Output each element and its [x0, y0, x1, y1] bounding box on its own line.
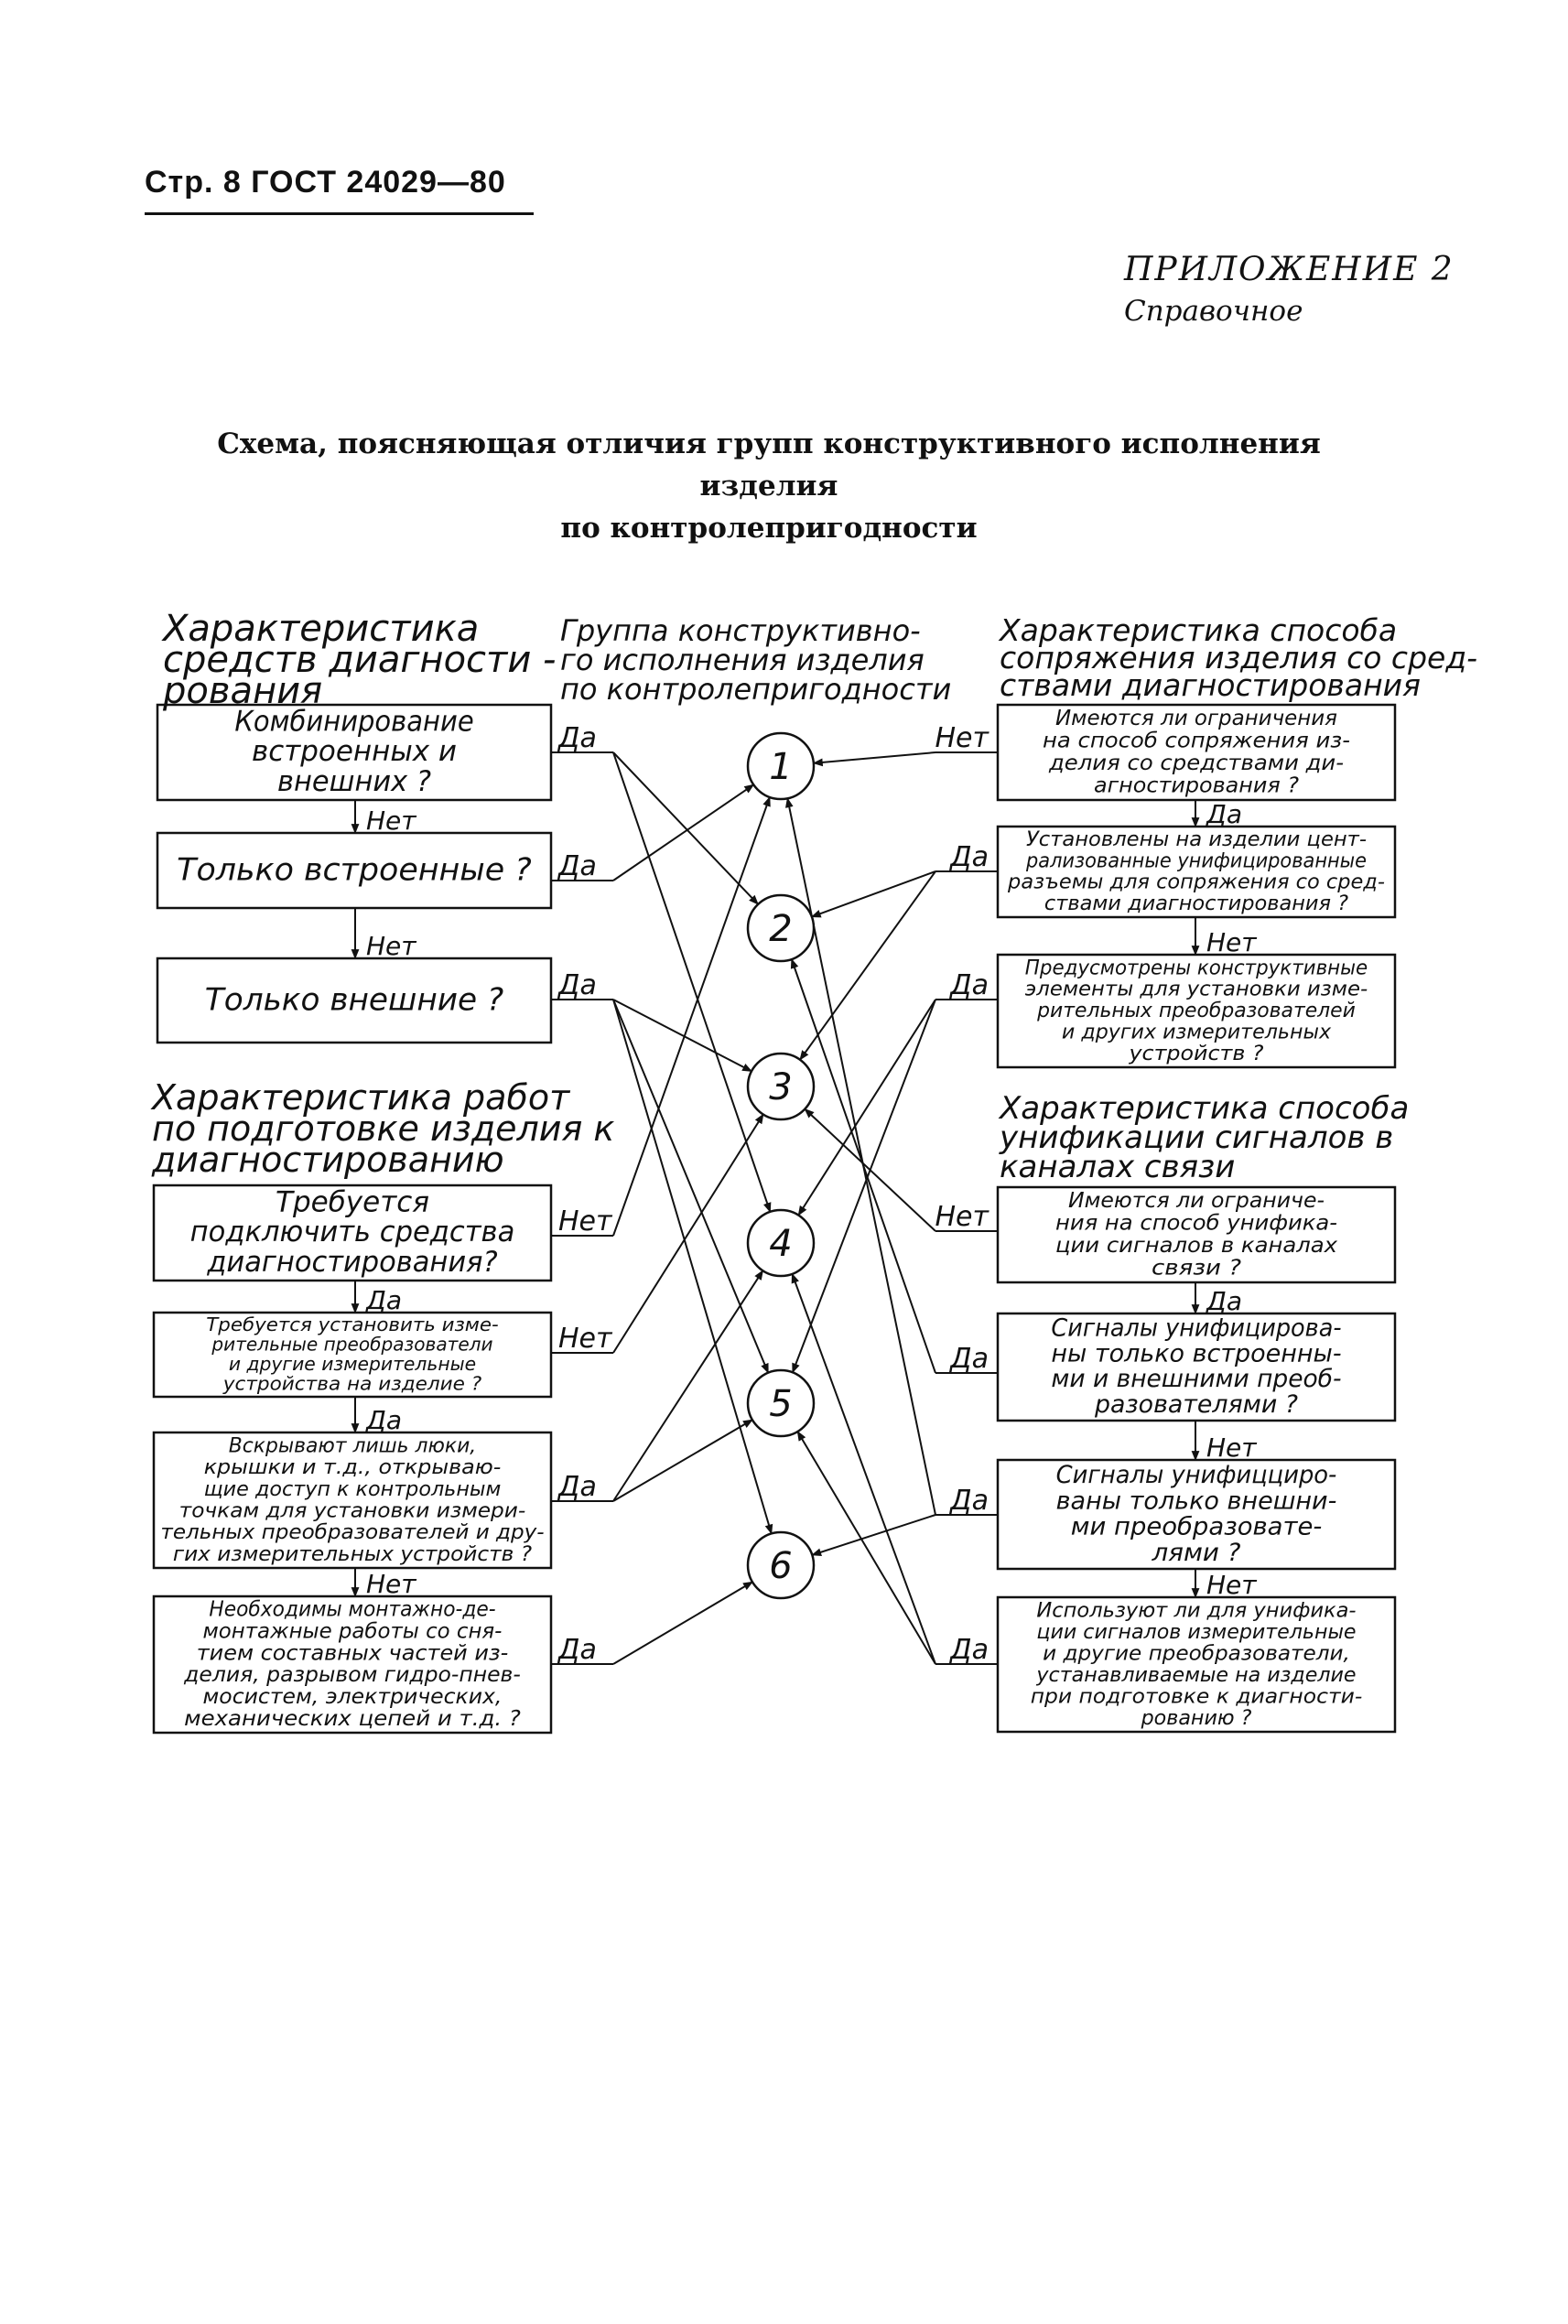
appendix-label: ПРИЛОЖЕНИЕ 2	[1124, 251, 1454, 288]
right-a-link-2-label: Нет	[1206, 927, 1257, 957]
left-top-heading: рования	[163, 670, 323, 712]
appendix-type: Справочное	[1124, 295, 1303, 328]
right-a-box-2-line: рализованные унифицированные	[1025, 849, 1367, 873]
right-b-box-4-line: рованию ?	[1140, 1705, 1252, 1730]
left-mid-heading: диагностированию	[152, 1140, 504, 1180]
right-a-box-3-line: и других измерительных	[1061, 1020, 1332, 1044]
left-a-box-2-line: Только встроенные ?	[177, 851, 532, 889]
right-a-box-2-line: ствами диагностирования ?	[1044, 891, 1349, 915]
left-a-box-1-line: внешних ?	[277, 764, 431, 798]
right-a-out-2-label: Да	[950, 841, 989, 873]
left-b-box-1-line: Требуется	[276, 1185, 429, 1219]
left-b-box-3-line: Вскрывают лишь люки,	[228, 1433, 477, 1458]
right-top-heading: Характеристика способа	[1000, 612, 1398, 648]
left-b-box-1-line: подключить средства	[189, 1216, 515, 1249]
right-a-box-1-line: делия со средствами ди-	[1047, 750, 1344, 776]
right-b-box-3-line: Сигналы унифицциро-	[1055, 1461, 1337, 1490]
left-b-out-3-label: Да	[558, 1471, 597, 1503]
right-a-box-1-line: Имеются ли ограничения	[1055, 705, 1337, 731]
right-mid-heading: каналах связи	[1000, 1149, 1236, 1185]
right-b-box-1-line: связи ?	[1152, 1254, 1241, 1281]
right-b-box-3-line: ваны только внешни-	[1055, 1486, 1337, 1516]
right-b-out-2-label: Да	[950, 1343, 989, 1375]
right-a-out-2-to-group-2	[812, 871, 935, 917]
right-mid-heading: унификации сигналов в	[1000, 1119, 1394, 1156]
left-b-link-3-label: Нет	[366, 1569, 416, 1599]
group-number-1: 1	[769, 746, 793, 788]
group-number-5: 5	[769, 1383, 793, 1425]
right-b-box-2-line: ны только встроенны-	[1051, 1339, 1342, 1368]
right-a-out-1-label: Нет	[935, 722, 989, 754]
center-heading: Группа конструктивно-	[560, 613, 921, 648]
right-a-out-3-label: Да	[950, 969, 989, 1001]
left-b-box-2-line: рительные преобразователи	[211, 1333, 493, 1356]
right-b-out-4-to-group-5	[797, 1432, 935, 1664]
left-a-out-2-label: Да	[558, 850, 597, 882]
right-b-box-2-line: разователями ?	[1093, 1389, 1298, 1419]
left-b-box-4-line: тием составных частей из-	[196, 1641, 509, 1666]
right-b-box-1-line: ции сигналов в каналах	[1055, 1232, 1338, 1259]
left-b-box-4-line: мосистем, электрических,	[202, 1684, 503, 1709]
left-mid-heading: по подготовке изделия к	[152, 1108, 615, 1149]
left-b-box-1-line: диагностирования?	[206, 1245, 498, 1279]
left-mid-heading: Характеристика работ	[152, 1077, 570, 1118]
left-top-heading: средств диагности -	[163, 639, 557, 681]
right-a-out-1-to-group-1	[814, 752, 935, 763]
right-b-box-3-line: лями ?	[1151, 1538, 1241, 1567]
right-a-link-1-label: Да	[1206, 799, 1243, 829]
left-a-out-3-label: Да	[558, 969, 597, 1001]
right-b-box-4-line: и другие преобразователи,	[1043, 1641, 1350, 1666]
right-b-box-4-line: Используют ли для унифика-	[1036, 1598, 1357, 1623]
left-b-out-3-to-group-5	[613, 1420, 752, 1501]
right-b-link-2-label: Нет	[1206, 1432, 1257, 1463]
left-a-out-1-to-group-2	[613, 752, 758, 904]
left-b-out-3-to-group-4	[613, 1270, 762, 1501]
left-b-out-1-to-group-1	[613, 797, 770, 1236]
right-a-box-3-line: Предусмотрены конструктивные	[1024, 956, 1368, 980]
group-number-6: 6	[769, 1545, 793, 1587]
right-mid-heading: Характеристика способа	[1000, 1090, 1410, 1127]
left-b-box-3-line: точкам для установки измери-	[178, 1498, 526, 1523]
right-a-box-2-line: Установлены на изделии цент-	[1026, 827, 1368, 852]
right-b-box-2-line: ми и внешними преоб-	[1051, 1365, 1342, 1394]
left-top-heading: Характеристика	[163, 608, 480, 650]
center-heading: по контролепригодности	[560, 672, 952, 707]
left-b-box-3-line: крышки и т.д., открываю-	[203, 1455, 502, 1480]
group-number-4: 4	[769, 1223, 793, 1265]
right-a-out-3-to-group-5	[793, 1000, 935, 1372]
right-top-heading: ствами диагностирования	[1000, 667, 1421, 703]
right-b-box-4-line: устанавливаемые на изделие	[1035, 1662, 1357, 1687]
left-a-link-2-label: Нет	[366, 931, 416, 961]
right-b-box-3-line: ми преобразовате-	[1070, 1512, 1323, 1541]
right-a-box-3-line: устройств ?	[1128, 1041, 1264, 1065]
right-b-link-1-label: Да	[1206, 1286, 1243, 1316]
right-a-box-1-line: на способ сопряжения из-	[1043, 727, 1350, 753]
left-b-out-1-label: Нет	[558, 1205, 612, 1238]
right-top-heading: сопряжения изделия со сред-	[1000, 640, 1478, 676]
left-a-out-1-to-group-4	[613, 752, 770, 1212]
left-b-out-2-label: Нет	[558, 1323, 612, 1355]
left-b-box-4-line: механических цепей и т.д. ?	[184, 1706, 521, 1731]
right-b-box-1-line: ния на способ унифика-	[1055, 1209, 1337, 1236]
right-a-box-3-line: рительных преобразователей	[1036, 999, 1356, 1023]
left-a-out-2-to-group-1	[613, 784, 753, 881]
left-a-box-1-line: Комбинирование	[234, 705, 474, 739]
left-b-box-2-line: устройства на изделие ?	[222, 1372, 482, 1395]
diagram-title-line-2: по контролепригодности	[560, 512, 978, 545]
left-b-box-4-line: делия, разрывом гидро-пнев-	[183, 1663, 521, 1688]
left-a-box-3-line: Только внешние ?	[204, 981, 504, 1019]
group-number-2: 2	[769, 908, 793, 950]
right-b-out-1-label: Нет	[935, 1201, 989, 1233]
left-b-box-4-line: монтажные работы со сня-	[202, 1619, 503, 1644]
diagram-title-line-1: Схема, поясняющая отличия групп конструктивного исполнения изделия	[217, 427, 1321, 503]
right-b-box-4-line: ции сигналов измерительные	[1036, 1619, 1357, 1644]
page-header: Стр. 8 ГОСТ 24029—80	[145, 165, 506, 200]
right-a-box-1-line: агностирования ?	[1094, 772, 1299, 798]
left-b-box-2-line: и другие измерительные	[228, 1352, 477, 1375]
left-b-out-4-label: Да	[558, 1634, 597, 1666]
left-b-out-4-to-group-6	[613, 1582, 752, 1664]
right-b-out-1-to-group-3	[805, 1109, 935, 1231]
right-b-box-4-line: при подготовке к диагности-	[1030, 1684, 1363, 1709]
center-heading: го исполнения изделия	[560, 643, 925, 677]
left-a-link-1-label: Нет	[366, 805, 416, 836]
group-number-3: 3	[769, 1066, 793, 1108]
right-b-link-3-label: Нет	[1206, 1570, 1257, 1600]
right-b-box-2-line: Сигналы унифицирова-	[1051, 1313, 1342, 1343]
right-b-out-3-to-group-6	[812, 1515, 935, 1555]
left-a-out-1-label: Да	[558, 722, 597, 754]
left-b-box-3-line: тельных преобразователей и дру-	[160, 1520, 545, 1545]
left-b-box-3-line: гих измерительных устройств ?	[172, 1541, 533, 1566]
right-a-box-2-line: разъемы для сопряжения со сред-	[1007, 870, 1385, 894]
left-b-box-4-line: Необходимы монтажно-де-	[209, 1597, 496, 1622]
left-a-box-1-line: встроенных и	[252, 735, 457, 769]
right-b-out-3-label: Да	[950, 1485, 989, 1517]
left-b-link-1-label: Да	[366, 1285, 403, 1315]
right-b-out-4-label: Да	[950, 1634, 989, 1666]
right-a-box-3-line: элементы для установки изме-	[1024, 977, 1368, 1001]
left-b-link-2-label: Да	[366, 1405, 403, 1435]
left-b-box-3-line: щие доступ к контрольным	[203, 1476, 502, 1501]
left-b-box-2-line: Требуется установить изме-	[206, 1313, 499, 1335]
right-b-box-1-line: Имеются ли ограниче-	[1068, 1187, 1325, 1214]
left-b-out-2-to-group-3	[613, 1114, 763, 1353]
right-b-out-4-to-group-4	[792, 1274, 935, 1664]
left-a-out-3-to-group-3	[613, 1000, 752, 1071]
